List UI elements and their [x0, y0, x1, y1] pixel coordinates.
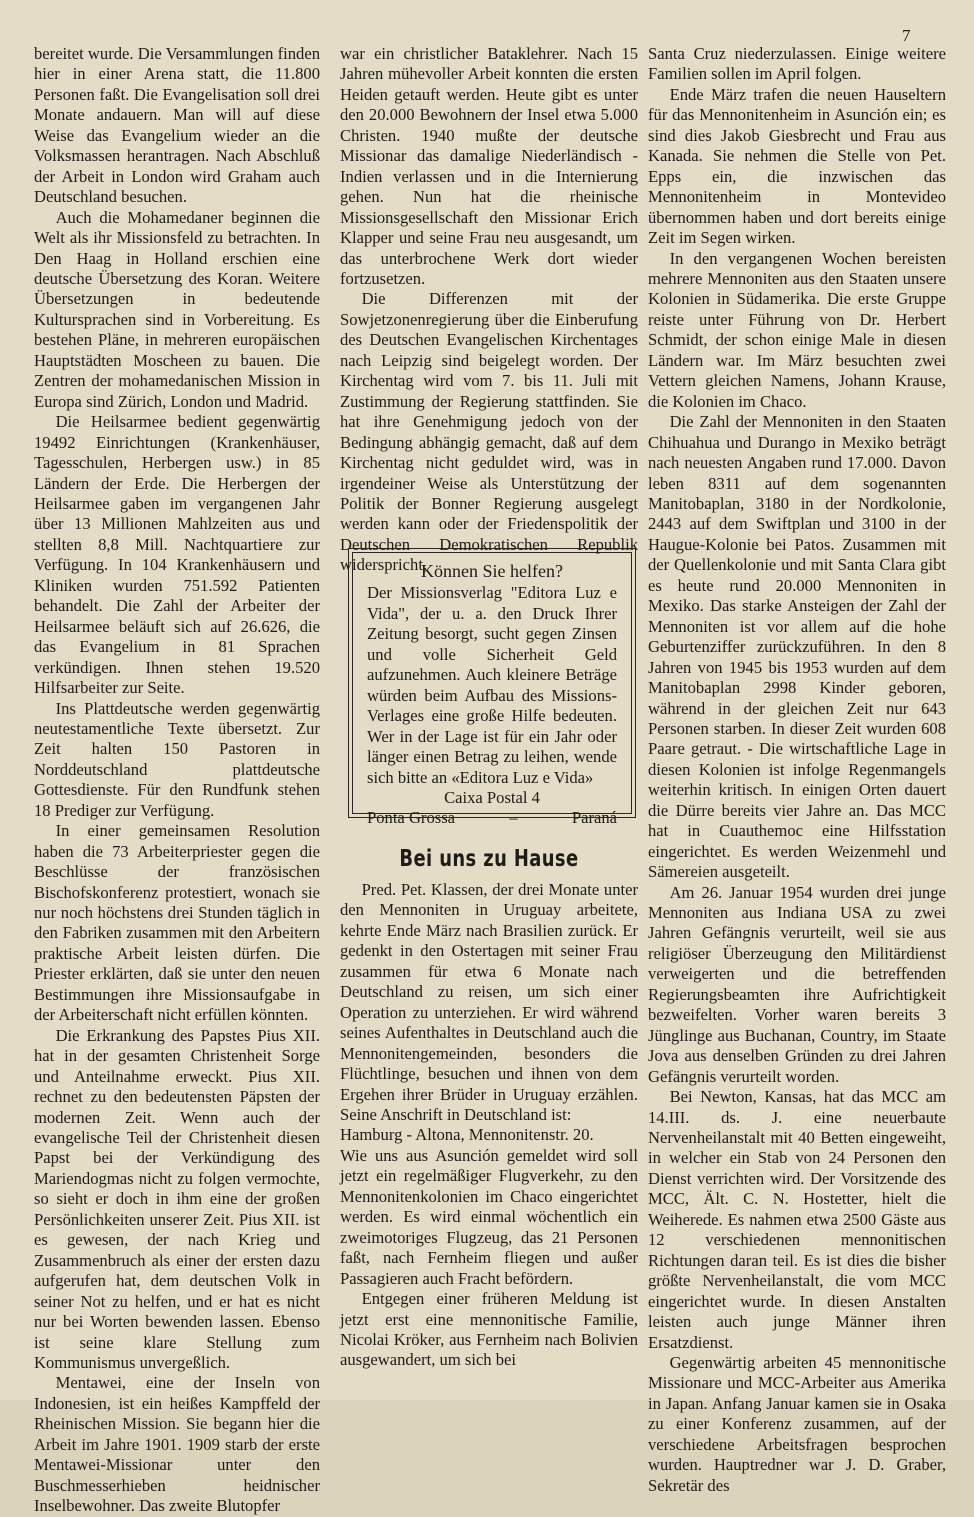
notice-address: Caixa Postal 4 — [444, 787, 540, 807]
notice-box — [352, 552, 632, 828]
section-heading: Bei uns zu Hause — [399, 846, 579, 872]
column-left — [34, 44, 320, 1517]
paragraph: Gegenwärtig arbeiten 45 mennonitische Missionare und MCC-Arbeiter aus Amerika in Japan. Anfang Januar kamen sie in Osaka zu einer Konferenz zusammen, auf der verschiedene Arbeitsfragen besprochen wurden. Hauptredner war J. D. Graber, Sekretär des — [648, 1353, 946, 1495]
paragraph: Ins Plattdeutsche werden gegenwärtig neutestamentliche Texte übersetzt. Zur Zeit halten 150 Pastoren in Norddeutschland plattdeutsche Gottesdienste. Für den Rundfunk stehen 18 Prediger zur Verfügung. — [34, 698, 320, 820]
paragraph: Am 26. Januar 1954 wurden drei junge Mennoniten aus Indiana USA zu zwei Jahren Gefängnis verurteilt, weil sie aus religiöser Überzeugung den Militärdienst verweigerten und die betreffenden Regierungsbeamten ihre Aufrichtigkeit bezweifelten. Vorher waren bereits 3 Jünglinge aus Buchanan, Country, im Staate Jova aus denselben Gründen zu drei Jahren Gefängnis verurteilt worden. — [648, 882, 946, 1086]
paragraph: Bei Newton, Kansas, hat das MCC am 14.III. ds. J. eine neuerbaute Nervenheilanstalt mit 40 Betten eingeweiht, in welcher ein Stab von 24 Personen den Dienst verrichten wird. Der Vorsitzende des MCC, Ält. C. N. Hostetter, hielt die Weiherede. Es nahmen etwa 2500 Gäste aus 12 verschiedenen mennonitischen Richtungen daran teil. Es ist dies die bisher größte Nervenheilanstalt, die vom MCC eingerichtet wurde. In diesen Anstalten leisten auch junge Männer ihren Ersatzdienst. — [648, 1087, 946, 1352]
notice-title: Können Sie helfen? — [421, 561, 563, 581]
notice-body: Der Missionsverlag "Editora Luz e Vida", der u. a. den Druck Ihrer Zeitung besorgt, sucht gegen Zinsen und volle Sicherheit Geld aufzunehmen. Auch kleinere Beträge würden beim Aufbau des Missions-Verlages eine große Hilfe bedeuten. Wer in der Lage ist für ein Jahr oder länger einen Betrag zu leihen, wende sich bitte an «Editora Luz e Vida» — [367, 583, 617, 787]
paragraph: Die Erkrankung des Papstes Pius XII. hat in der gesamten Christenheit Sorge und Anteilnahme erweckt. Pius XII. rechnet zu den bedeutensten Päpsten der modernen Zeit. Wenn auch der evangelische Teil der Christenheit diesen Papst bei der Verkündigung des Mariendogmas nicht zu folgen vermochte, so sieht er doch in ihm eine der großen Persönlichkeiten unserer Zeit. Pius XII. ist es gewesen, der nach Krieg und Zusammenbruch als einer der ersten dazu aufgerufen hat, dem deutschen Volk in seiner Not zu helfen, und er hat es nicht nur bei Worten bewenden lassen. Ebenso ist seine klare Stellung zum Kommunismus unvergeßlich. — [34, 1025, 320, 1372]
paragraph: Die Differenzen mit der Sowjetzonenregierung über die Einberufung des Deutschen Evangelischen Kirchentages nach Leipzig sind beigelegt worden. Der Kirchentag wird vom 7. bis 11. Juli mit Zustimmung der Regierung stattfinden. Sie hat ihre Genehmigung jedoch von der Bedingung abhängig gemacht, daß auf dem Kirchentag nicht geduldet wird, was in irgendeiner Weise als Unterstützung der Politik der Bonner Regierung ausgelegt werden kann oder der Friedenspolitik der Deutschen Demokratischen Republik widerspricht. — [340, 289, 638, 575]
notice-city: Ponta Grossa — [367, 808, 456, 828]
paragraph: Die Zahl der Mennoniten in den Staaten Chihuahua und Durango in Mexiko beträgt nach neuesten Angaben rund 17.000. Davon leben 8311 auf dem sogenannten Manitobaplan, 3180 in der Nordkolonie, 2443 auf dem Swiftplan und 3100 in der Haugue-Kolonie bei Patos. Zusammen mit der Quellenkolonie und mit Santa Clara gibt es heute rund 20.000 Mennoniten in Mexiko. Das starke Ansteigen der Zahl der Mennoniten ist vor allem auf die hohe Geburtenziffer zurückzuführen. In den 8 Jahren von 1945 bis 1953 wurden auf dem Manitobaplan 2998 Kinder geboren, während in der gleichen Zeit nur 643 Personen starben. In dieser Zeit wurden 608 Paare getraut. - Die wirtschaftliche Lage in diesen Kolonien ist infolge Regenmangels weiterhin kritisch. In einigen Orten dauert die Dürre bereits vier Jahre an. Das MCC hat in Cuauthemoc eine Hilfsstation eingerichtet. Es werden Weizenmehl und Sämereien ausgeteilt. — [648, 412, 946, 882]
page-number: 7 — [902, 26, 911, 45]
paragraph: Pred. Pet. Klassen, der drei Monate unter den Mennoniten in Uruguay arbeitete, kehrte Ende März nach Brasilien zurück. Er gedenkt in den Ostertagen mit seiner Frau zusammen für etwa 6 Monate nach Deutschland zu reisen, um sich einer Operation zu unterziehen. Er wird während seines Aufenthaltes in Deutschland auch die Mennonitengemeinden, besonders die Flüchtlinge, besuchen und ihnen von dem Ergehen ihrer Brüder in Uruguay erzählen. Seine Anschrift in Deutschland ist: — [340, 880, 638, 1124]
paragraph: Entgegen einer früheren Meldung ist jetzt erst eine mennonitische Familie, Nicolai Kröker, aus Fernheim nach Bolivien ausgewandert, um sich bei — [340, 1289, 638, 1370]
paragraph: Wie uns aus Asunción gemeldet wird soll jetzt ein regelmäßiger Flugverkehr, zu den Mennonitenkolonien im Chaco eingerichtet werden. Es wird einmal wöchentlich ein zweimotoriges Flugzeug, das 21 Personen faßt, nach Fernheim fliegen und außer Passagieren auch Fracht befördern. — [340, 1145, 638, 1288]
paragraph: bereitet wurde. Die Versammlungen finden hier in einer Arena statt, die 11.800 Personen faßt. Die Evangelisation soll drei Monate andauern. Man will auf diese Weise das Evangelium wieder an die Volksmassen herantragen. Nach Abschluß der Arbeit in London wird Graham auch Deutschland besuchen. — [34, 44, 320, 207]
notice-footer — [367, 808, 617, 828]
paragraph: In einer gemeinsamen Resolution haben die 73 Arbeiterpriester gegen die Beschlüsse der französischen Bischofskonferenz protestiert, wonach sie nur noch höchstens drei Stunden täglich in den Fabriken zusammen mit den Arbeitern praktische Arbeit leisten dürfen. Die Priester erklärten, daß sie unter den neuen Bestimmungen ihre Missionsaufgabe in der Arbeiterschaft nicht erfüllen könnten. — [34, 821, 320, 1025]
paragraph: war ein christlicher Bataklehrer. Nach 15 Jahren mühevoller Arbeit konnten die ersten Heiden getauft werden. Heute gibt es unter den 20.000 Bewohnern der Insel etwa 5.000 Christen. 1940 mußte der deutsche Missionar das damalige Niederländisch - Indien verlassen und in die Internierung gehen. Nun hat die rheinische Missionsgesellschaft den Missionar Erich Klapper und seine Frau neu ausgesandt, um das unterbrochene Werk dort wieder fortzusetzen. — [340, 44, 638, 288]
column-right — [648, 44, 946, 1496]
notice-state: Paraná — [571, 808, 617, 828]
paragraph: Auch die Mohamedaner beginnen die Welt als ihr Missionsfeld zu betrachten. In Den Haag in Holland erschien eine deutsche Übersetzung des Koran. Weitere Übersetzungen in bedeutende Kultursprachen sind in Vorbereitung. Es bestehen Pläne, in mehreren europäischen Hauptstädten Moscheen zu bauen. Die Zentren der mohamedanischen Mission in Europa sind Zürich, London und Madrid. — [34, 207, 320, 411]
paragraph: In den vergangenen Wochen bereisten mehrere Mennoniten aus den Staaten unsere Kolonien in Südamerika. Die erste Gruppe reiste unter Führung von Dr. Herbert Schmidt, der schon einige Male in diesen Ländern war. Im März besuchten zwei Vettern gleichen Namens, Johann Krause, die Kolonien im Chaco. — [648, 248, 946, 411]
paragraph: Santa Cruz niederzulassen. Einige weitere Familien sollen im April folgen. — [648, 44, 946, 84]
paragraph: Hamburg - Altona, Mennonitenstr. 20. — [340, 1125, 594, 1145]
notice-dash: – — [509, 808, 518, 828]
paragraph: Mentawei, eine der Inseln von Indonesien, ist ein heißes Kampffeld der Rheinischen Mission. Sie begann hier die Arbeit im Jahre 1901. 1909 starb der erste Mentawei-Missionar unter den Buschmesserhieben heidnischer Inselbewohner. Das zweite Blutopfer — [34, 1373, 320, 1516]
column-middle-top — [340, 44, 638, 576]
column-middle-bottom — [340, 880, 638, 1371]
paragraph: Ende März trafen die neuen Hauseltern für das Mennonitenheim in Asunción ein; es sind dies Jakob Giesbrecht und Frau aus Kanada. Sie nehmen die Stelle von Pet. Epps ein, die inzwischen das Mennonitenheim in Montevideo übernommen haben und dort bereits einige Zeit im Segen wirken. — [648, 84, 946, 248]
paragraph: Die Heilsarmee bedient gegenwärtig 19492 Einrichtungen (Krankenhäuser, Tagesschulen, Herbergen usw.) in 85 Ländern der Erde. Die Herbergen der Heilsarmee gaben im vergangenen Jahr über 13 Millionen Mahlzeiten aus und stellten 8,8 Mill. Nachtquartiere zur Verfügung. In 104 Krankenhäusern und Kliniken wurden 751.592 Patienten behandelt. Die Zahl der Arbeiter der Heilsarmee beläuft sich auf 26.626, die das Evangelium in 81 Sprachen verkündigen. Ihnen stehen 19.520 Hilfsarbeiter zur Seite. — [34, 412, 320, 698]
